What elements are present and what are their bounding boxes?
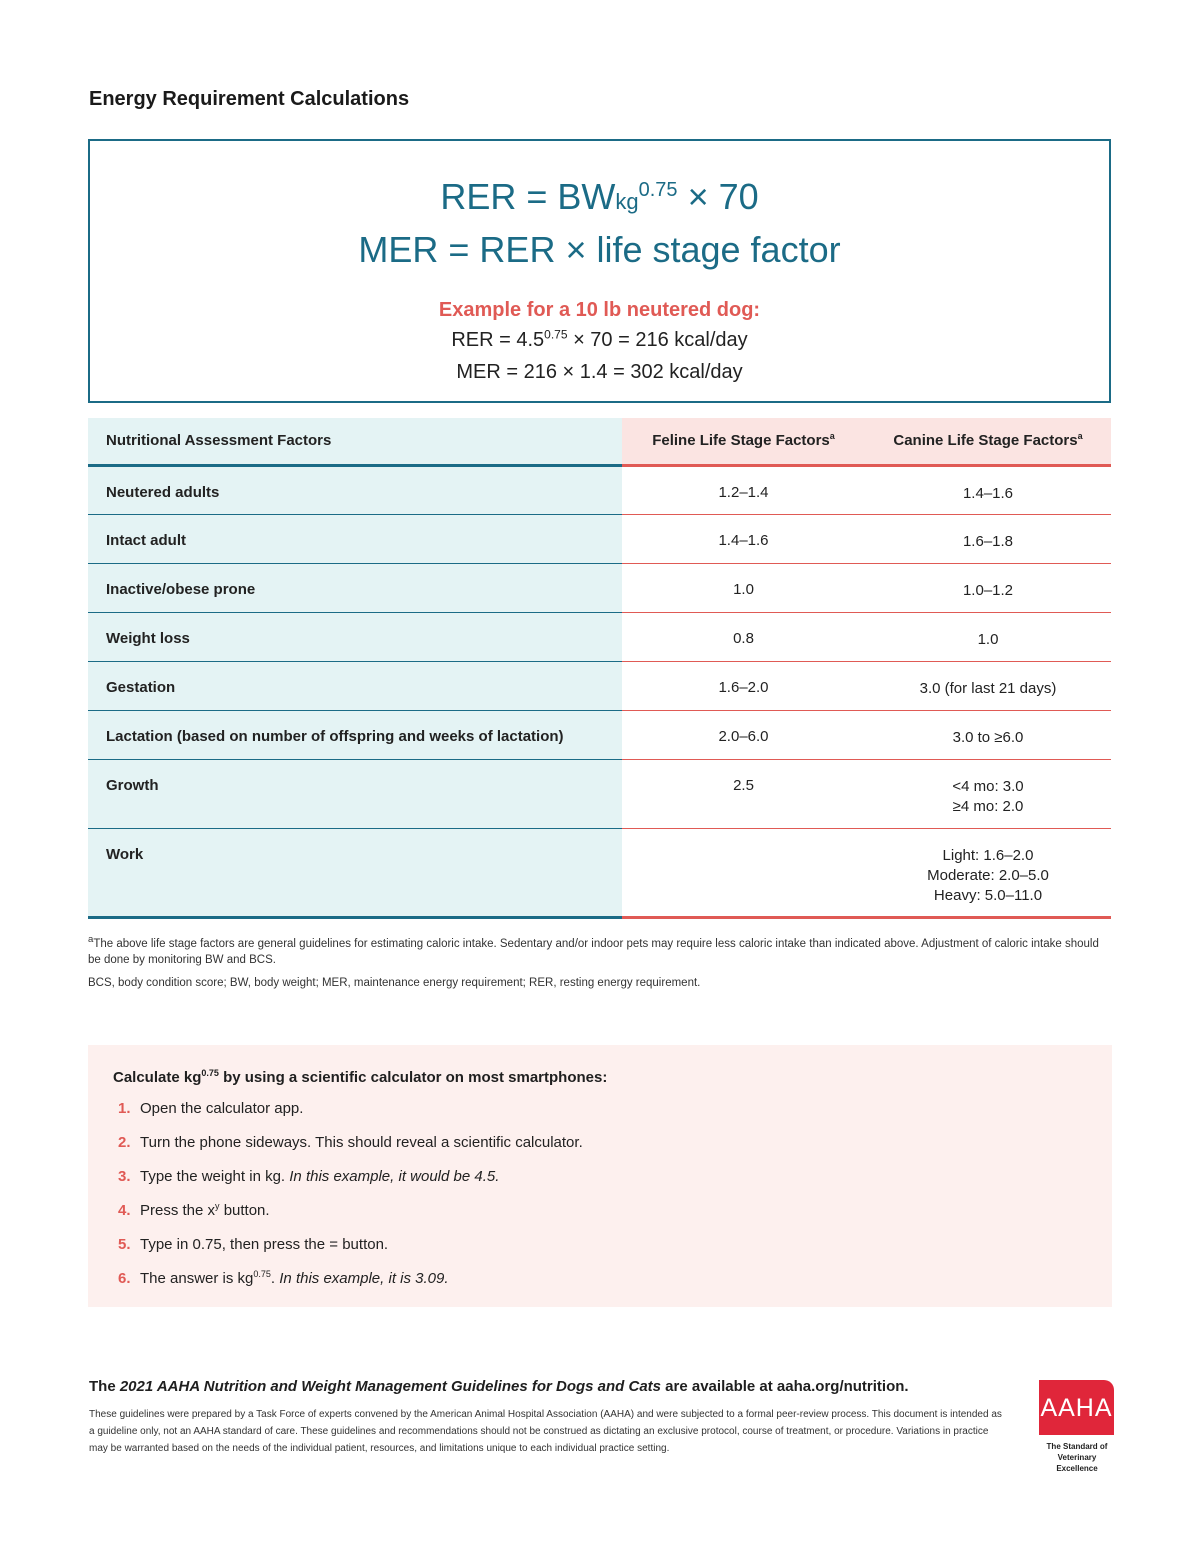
canine-value-line: Moderate: 2.0–5.0 [927,866,1049,884]
step-text-suffix: . [270,1270,280,1287]
row-factor: Inactive/obese prone [88,563,622,612]
calculator-instructions [88,1045,1112,1307]
step-text: Type the weight in kg. [140,1168,290,1185]
calculator-step [113,1194,1112,1228]
step-number: 2. [118,1134,131,1151]
canine-value-line: 1.0–1.2 [962,581,1014,599]
row-canine-value [865,828,1111,917]
footnote-a-text: The above life stage factors are general guidelines for estimating caloric intake. Sedentary and/or indoor pets may require less caloric intake than indicated above. Adjustment of caloric intake should be done by monitoring BW and BCS. [88,937,1099,966]
rer-formula-prefix: RER = BW [440,176,616,217]
row-factor: Gestation [88,661,622,710]
example-title: Example for a 10 lb neutered dog: [438,299,761,321]
step-number: 4. [118,1202,131,1219]
mer-formula: MER = RER × life stage factor [358,229,841,270]
guidelines-prefix: The [89,1378,120,1395]
row-factor: Work [88,828,622,917]
row-feline-value [622,828,865,917]
example-rer-suffix: × 70 = 216 kcal/day [567,329,748,351]
row-feline-value: 0.8 [622,612,865,661]
calculator-step [113,1228,1112,1262]
footnote-marker: a [88,934,94,945]
calculator-title [113,1069,1112,1086]
table-row [88,828,1111,917]
step-text: Open the calculator app. [140,1100,304,1117]
step-number: 6. [118,1270,131,1287]
row-canine-value [865,612,1111,661]
calculator-step [113,1126,1112,1160]
step-number: 3. [118,1168,131,1185]
canine-value-line: 1.6–1.8 [962,532,1014,550]
canine-value-line: Heavy: 5.0–11.0 [933,886,1043,904]
rer-formula-exponent: 0.75 [638,179,678,201]
step-number: 1. [118,1100,131,1117]
row-feline-value: 1.6–2.0 [622,661,865,710]
example-rer-prefix: RER = 4.5 [451,329,545,351]
formula-box [88,139,1111,403]
table-row [88,759,1111,828]
row-feline-value: 2.5 [622,759,865,828]
calculator-step [113,1092,1112,1126]
header-feline-footnote-marker: a [829,431,835,442]
example-mer: MER = 216 × 1.4 = 302 kcal/day [456,361,743,383]
aaha-logo-text: AAHA [1040,1394,1113,1422]
page-title: Energy Requirement Calculations [89,88,410,110]
rer-formula [90,173,1109,226]
table-row [88,612,1111,661]
row-factor: Lactation (based on number of offspring and weeks of lactation) [88,710,622,759]
row-canine-value [865,514,1111,563]
header-nutritional-factors: Nutritional Assessment Factors [88,418,622,465]
step-text: The answer is kg [140,1270,254,1287]
footnote-a [88,932,1111,968]
canine-value-line: ≥4 mo: 2.0 [952,797,1024,815]
example-rer-exponent: 0.75 [544,327,568,342]
header-feline-label: Feline Life Stage Factors [652,432,830,450]
step-number: 5. [118,1236,131,1253]
step-exponent: 0.75 [253,1269,271,1279]
footnotes [88,932,1111,991]
table-row [88,661,1111,710]
table-header-row [88,418,1111,465]
row-canine-value [865,661,1111,710]
canine-value-line: 1.4–1.6 [962,484,1014,502]
row-factor: Weight loss [88,612,622,661]
disclaimer: These guidelines were prepared by a Task Force of experts convened by the American Animal Hospital Association (AAHA) and were subjected to a formal peer-review process. This document is intended as a guideline only, not an AAHA standard of care. These guidelines and recommendations should not be construed as dictating an exclusive protocol, course of treatment, or procedure. Variations in practice may be warranted based on the needs of the individual patient, resources, and limitations unique to each individual practice setting. [89,1409,1002,1454]
step-text-suffix: button. [219,1202,270,1219]
table-row [88,514,1111,563]
row-canine-value [865,759,1111,828]
aaha-logo-tagline: The Standard of Veterinary Excellence [1046,1442,1108,1473]
guidelines-title: 2021 AAHA Nutrition and Weight Management Guidelines for Dogs and Cats [119,1378,662,1395]
row-factor: Neutered adults [88,465,622,514]
table-row [88,465,1111,514]
row-canine-value [865,710,1111,759]
header-canine-footnote-marker: a [1077,431,1083,442]
header-feline [622,418,865,465]
row-factor: Intact adult [88,514,622,563]
row-feline-value: 1.0 [622,563,865,612]
table-row [88,710,1111,759]
step-example: In this example, it is 3.09. [279,1270,449,1287]
row-feline-value: 2.0–6.0 [622,710,865,759]
calculator-title-suffix: by using a scientific calculator on most smartphones: [218,1069,608,1086]
step-example: In this example, it would be 4.5. [289,1168,500,1185]
canine-value-line: 1.0 [977,630,999,648]
canine-value-line: Light: 1.6–2.0 [942,846,1034,864]
aaha-logo [1039,1380,1114,1435]
step-text: Press the x [140,1202,216,1219]
guidelines-suffix: are available at aaha.org/nutrition. [661,1378,909,1395]
row-feline-value: 1.4–1.6 [622,514,865,563]
canine-value-line: 3.0 (for last 21 days) [919,679,1057,697]
life-stage-factors-table [88,418,1111,919]
header-canine [865,418,1111,465]
rer-formula-subscript: kg [615,189,639,214]
step-text: Type in 0.75, then press the = button. [140,1236,389,1253]
calculator-title-exponent: 0.75 [201,1068,219,1078]
canine-value-line: 3.0 to ≥6.0 [952,728,1024,746]
step-text: Turn the phone sideways. This should reveal a scientific calculator. [140,1134,583,1151]
table-row [88,563,1111,612]
row-feline-value: 1.2–1.4 [622,465,865,514]
canine-value-line: <4 mo: 3.0 [952,777,1024,795]
calculator-step [113,1160,1112,1194]
row-canine-value [865,563,1111,612]
row-canine-value [865,465,1111,514]
abbreviations: BCS, body condition score; BW, body weight; MER, maintenance energy requirement; RER, resting energy requirement. [88,976,701,989]
guidelines-availability [89,1378,909,1395]
calculator-title-prefix: Calculate kg [113,1069,202,1086]
example-rer [90,324,1109,356]
step-exponent: y [215,1201,220,1211]
row-factor: Growth [88,759,622,828]
header-canine-label: Canine Life Stage Factors [893,432,1078,450]
rer-formula-suffix: × 70 [677,176,759,217]
calculator-step [113,1262,1112,1296]
